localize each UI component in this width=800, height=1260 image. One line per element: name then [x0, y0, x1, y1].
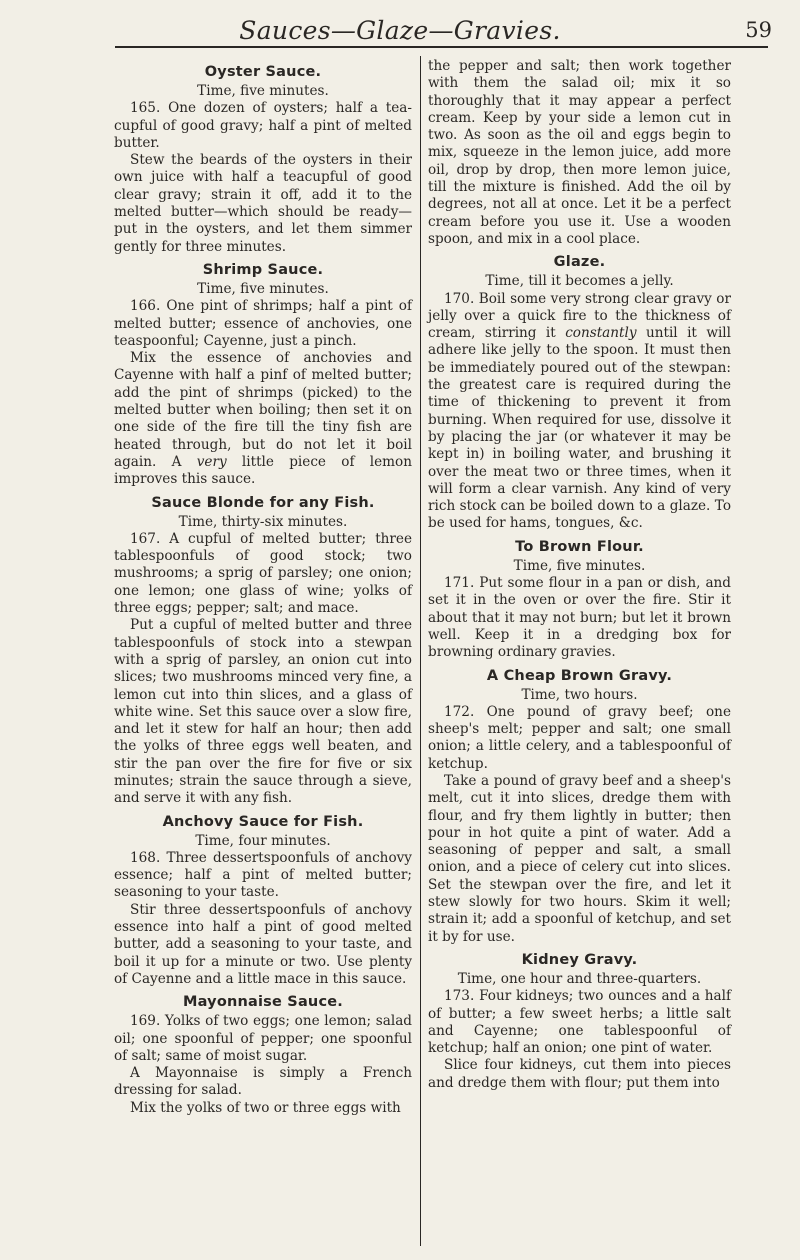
recipe-paragraph: Stir three dessertspoonfuls of anchovy essence into half a pint of good melted butter, add a seasoning to your taste, and boil it up for a minute or two. Use plenty of Cayenne and a little mace in this sauce.	[114, 901, 412, 987]
recipe-paragraph: 170. Boil some very strong clear gravy or jelly over a quick fire to the thickness of cream, stirring it constantly until it will adhere like jelly to the spoon. It must then be immediately poured out of the stewpan: the greatest care is required during the time of thickening to prevent it from burning. When required for use, dissolve it by placing the jar (or whatever it may be kept in) in boiling water, and brushing it over the meat two or three times, when it will form a clear varnish. Any kind of very rich stock can be boiled down to a glaze. To be used for hams, tongues, &c.	[428, 290, 731, 532]
cooking-time: Time, two hours.	[521, 686, 638, 703]
recipe-paragraph: 167. A cupful of melted butter; three tablespoonfuls of good stock; two mushrooms; a sprig of parsley; one onion; one lemon; one glass of wine; yolks of three eggs; pepper; salt; and mace.	[114, 530, 412, 617]
left-column	[114, 58, 412, 1117]
cooking-time: Time, one hour and three-quarters.	[457, 970, 702, 987]
recipe-paragraph: 172. One pound of gravy beef; one sheep's melt; pepper and salt; one small onion; a little celery, and a tablespoonful of ketchup.	[428, 703, 731, 772]
page-number: 59	[745, 18, 772, 42]
recipe-paragraph: Take a pound of gravy beef and a sheep's melt, cut it into slices, dredge them with flour, and fry them lightly in butter; then pour in hot quite a pint of water. Add a seasoning of pepper and salt, a small onion, and a piece of celery cut into slices. Set the stewpan over the fire, and let it stew slowly for two hours. Skim it well; strain it; add a spoonful of ketchup, and set it by for use.	[428, 772, 731, 945]
recipe-paragraph: 166. One pint of shrimps; half a pint of melted butter; essence of anchovies, one teaspoonful; Cayenne, just a pinch.	[114, 298, 412, 349]
cooking-time: Time, five minutes.	[197, 280, 329, 297]
recipe-paragraph: 168. Three dessertspoonfuls of anchovy essence; half a pint of melted butter; seasoning to your taste.	[114, 849, 412, 901]
recipe-paragraph: 171. Put some flour in a pan or dish, and set it in the oven or over the fire. Stir it about that it may not burn; but let it brown well. Keep it in a dredging box for browning ordinary gravies.	[428, 575, 731, 661]
recipe-paragraph: Mix the yolks of two or three eggs with	[130, 1099, 401, 1116]
cooking-time: Time, five minutes.	[197, 83, 329, 99]
recipe-paragraph: 165. One dozen of oysters; half a tea-cupful of good gravy; half a pint of melted butter.	[114, 100, 412, 151]
recipe-heading-a-cheap-brown-gravy: A Cheap Brown Gravy.	[486, 667, 673, 684]
recipe-heading-to-brown-flour: To Brown Flour.	[515, 538, 644, 555]
recipe-paragraph: A Mayonnaise is simply a French dressing for salad.	[114, 1065, 412, 1099]
cooking-time: Time, thirty-six minutes.	[178, 513, 348, 530]
recipe-heading-sauce-blonde-for-any-fish: Sauce Blonde for any Fish.	[151, 494, 375, 511]
recipe-paragraph: Put a cupful of melted butter and three tablespoonfuls of stock into a stewpan with a sprig of parsley, an onion cut into slices; two mushrooms minced very fine, a lemon cut into thin slices, and a glass of white wine. Set this sauce over a slow fire, and let it stew for half an hour; then add the yolks of three eggs well beaten, and stir the pan over the fire for five or six minutes; strain the sauce through a sieve, and serve it with any fish.	[114, 617, 412, 807]
recipe-paragraph: Stew the beards of the oysters in their own juice with half a teacupful of good clear gravy; strain it off, add it to the melted butter—which should be ready—put in the oysters, and let them simmer gently for three minutes.	[114, 152, 412, 255]
cooking-time: Time, four minutes.	[195, 832, 331, 849]
cooking-time: Time, five minutes.	[513, 557, 646, 574]
recipe-paragraph: Mix the essence of anchovies and Cayenne with half a pinf of melted butter; add the pint of shrimps (picked) to the melted butter when boiling; then set it on one side of the fire till the tiny fish are heated through, but do not let it boil again. A very little piece of lemon improves this sauce.	[114, 350, 412, 488]
recipe-heading-glaze: Glaze.	[553, 254, 606, 271]
recipe-paragraph: Slice four kidneys, cut them into pieces and dredge them with flour; put them into	[428, 1057, 731, 1091]
recipe-heading-mayonnaise-sauce: Mayonnaise Sauce.	[183, 994, 343, 1011]
cooking-time: Time, till it becomes a jelly.	[485, 273, 674, 290]
header-rule	[115, 46, 768, 48]
right-column	[428, 58, 731, 1092]
recipe-heading-shrimp-sauce: Shrimp Sauce.	[202, 261, 324, 278]
recipe-heading-oyster-sauce: Oyster Sauce.	[204, 64, 322, 80]
recipe-heading-kidney-gravy: Kidney Gravy.	[521, 951, 638, 968]
recipe-paragraph: the pepper and salt; then work together with them the salad oil; mix it so thoroughly that it may appear a perfect cream. Keep by your side a lemon cut in two. As soon as the oil and eggs begin to mix, squeeze in the lemon juice, add more oil, drop by drop, then more lemon juice, till the mixture is finished. Add the oil by degrees, not all at once. Let it be a perfect cream before you use it. Use a wooden spoon, and mix in a cool place.	[428, 58, 731, 247]
recipe-heading-anchovy-sauce-for-fish: Anchovy Sauce for Fish.	[162, 813, 364, 830]
column-divider	[420, 56, 421, 1246]
recipe-paragraph: 173. Four kidneys; two ounces and a half of butter; a few sweet herbs; a little salt and Cayenne; one tablespoonful of ketchup; half an onion; one pint of water.	[428, 988, 731, 1057]
recipe-paragraph: 169. Yolks of two eggs; one lemon; salad oil; one spoonful of pepper; one spoonful of salt; same of moist sugar.	[114, 1013, 412, 1064]
running-head-title: Sauces—Glaze—Gravies.	[239, 16, 561, 45]
running-head	[0, 14, 800, 48]
